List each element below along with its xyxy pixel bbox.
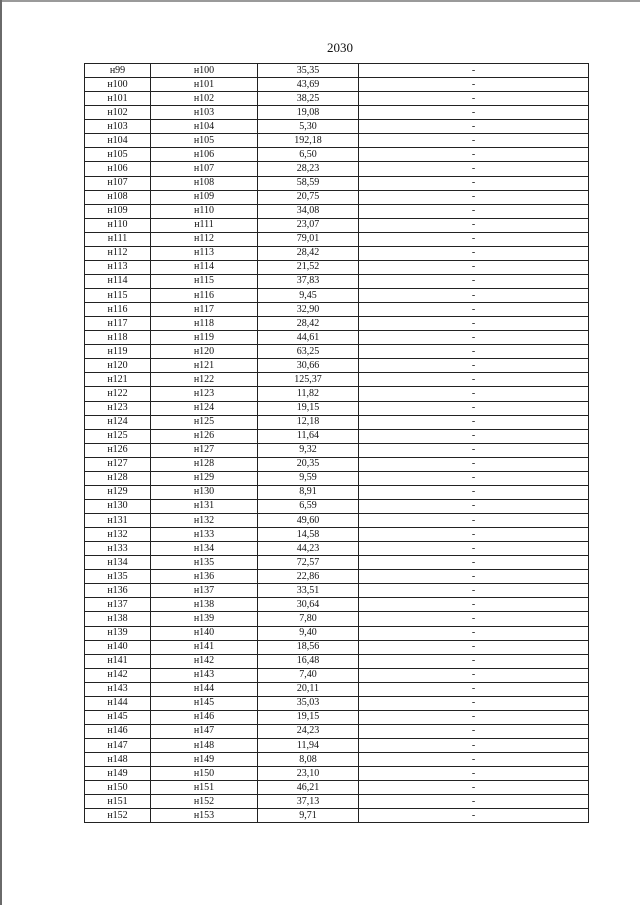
cell-point-to: н145	[151, 696, 258, 710]
cell-note: -	[359, 710, 589, 724]
cell-note: -	[359, 289, 589, 303]
cell-point-to: н119	[151, 331, 258, 345]
cell-point-from: н141	[85, 654, 151, 668]
cell-note: -	[359, 274, 589, 288]
table-row	[85, 429, 589, 443]
table-row	[85, 401, 589, 415]
table-row	[85, 92, 589, 106]
cell-point-from: н120	[85, 359, 151, 373]
cell-point-from: н100	[85, 78, 151, 92]
table-row	[85, 78, 589, 92]
cell-point-to: н135	[151, 556, 258, 570]
table-row	[85, 795, 589, 809]
cell-point-from: н143	[85, 682, 151, 696]
table-row	[85, 415, 589, 429]
table-row	[85, 612, 589, 626]
cell-note: -	[359, 499, 589, 513]
cell-point-to: н124	[151, 401, 258, 415]
cell-length: 37,13	[258, 795, 359, 809]
cell-note: -	[359, 753, 589, 767]
cell-point-to: н141	[151, 640, 258, 654]
table-body	[85, 64, 589, 823]
cell-length: 16,48	[258, 654, 359, 668]
cell-point-to: н149	[151, 753, 258, 767]
table-row	[85, 359, 589, 373]
table-row	[85, 120, 589, 134]
cell-length: 9,59	[258, 471, 359, 485]
table-row	[85, 542, 589, 556]
page-number: 2030	[327, 40, 353, 55]
cell-length: 44,61	[258, 331, 359, 345]
table-row	[85, 654, 589, 668]
cell-note: -	[359, 640, 589, 654]
cell-note: -	[359, 598, 589, 612]
cell-point-from: н101	[85, 92, 151, 106]
cell-point-from: н152	[85, 809, 151, 823]
cell-note: -	[359, 345, 589, 359]
cell-length: 6,50	[258, 148, 359, 162]
cell-length: 49,60	[258, 514, 359, 528]
cell-point-from: н133	[85, 542, 151, 556]
cell-note: -	[359, 387, 589, 401]
table-row	[85, 626, 589, 640]
cell-note: -	[359, 106, 589, 120]
table-row	[85, 556, 589, 570]
cell-point-from: н144	[85, 696, 151, 710]
cell-length: 30,66	[258, 359, 359, 373]
cell-point-to: н147	[151, 724, 258, 738]
table-row	[85, 584, 589, 598]
cell-point-from: н132	[85, 528, 151, 542]
cell-point-from: н108	[85, 190, 151, 204]
cell-point-to: н129	[151, 471, 258, 485]
cell-length: 28,23	[258, 162, 359, 176]
cell-length: 19,15	[258, 710, 359, 724]
cell-point-from: н113	[85, 260, 151, 274]
cell-point-to: н125	[151, 415, 258, 429]
cell-point-to: н118	[151, 317, 258, 331]
cell-point-to: н107	[151, 162, 258, 176]
cell-point-from: н137	[85, 598, 151, 612]
cell-length: 8,91	[258, 485, 359, 499]
table-row	[85, 640, 589, 654]
cell-point-from: н117	[85, 317, 151, 331]
cell-point-to: н133	[151, 528, 258, 542]
cell-note: -	[359, 514, 589, 528]
cell-note: -	[359, 176, 589, 190]
cell-length: 5,30	[258, 120, 359, 134]
cell-note: -	[359, 739, 589, 753]
cell-length: 19,08	[258, 106, 359, 120]
table-row	[85, 218, 589, 232]
cell-length: 20,75	[258, 190, 359, 204]
cell-length: 34,08	[258, 204, 359, 218]
cell-point-to: н132	[151, 514, 258, 528]
cell-point-from: н149	[85, 767, 151, 781]
cell-length: 79,01	[258, 232, 359, 246]
cell-note: -	[359, 148, 589, 162]
cell-point-to: н114	[151, 260, 258, 274]
table-row	[85, 528, 589, 542]
cell-length: 72,57	[258, 556, 359, 570]
cell-point-to: н113	[151, 246, 258, 260]
table-row	[85, 303, 589, 317]
cell-length: 11,94	[258, 739, 359, 753]
cell-note: -	[359, 303, 589, 317]
cell-length: 14,58	[258, 528, 359, 542]
cell-point-from: н115	[85, 289, 151, 303]
cell-point-from: н107	[85, 176, 151, 190]
table-row	[85, 485, 589, 499]
cell-note: -	[359, 373, 589, 387]
cell-point-to: н136	[151, 570, 258, 584]
table-row	[85, 781, 589, 795]
table-row	[85, 317, 589, 331]
cell-point-to: н142	[151, 654, 258, 668]
cell-point-from: н145	[85, 710, 151, 724]
cell-point-from: н138	[85, 612, 151, 626]
cell-length: 46,21	[258, 781, 359, 795]
cell-note: -	[359, 64, 589, 78]
cell-length: 21,52	[258, 260, 359, 274]
cell-note: -	[359, 443, 589, 457]
cell-point-from: н99	[85, 64, 151, 78]
table-row	[85, 457, 589, 471]
cell-length: 20,35	[258, 457, 359, 471]
cell-length: 37,83	[258, 274, 359, 288]
cell-point-to: н102	[151, 92, 258, 106]
table-row	[85, 696, 589, 710]
cell-point-from: н128	[85, 471, 151, 485]
cell-note: -	[359, 190, 589, 204]
table-row	[85, 289, 589, 303]
cell-point-to: н153	[151, 809, 258, 823]
cell-note: -	[359, 668, 589, 682]
cell-point-from: н150	[85, 781, 151, 795]
cell-point-to: н112	[151, 232, 258, 246]
table-row	[85, 345, 589, 359]
cell-point-from: н151	[85, 795, 151, 809]
cell-length: 18,56	[258, 640, 359, 654]
cell-point-to: н140	[151, 626, 258, 640]
cell-length: 9,45	[258, 289, 359, 303]
table-row	[85, 668, 589, 682]
cell-length: 24,23	[258, 724, 359, 738]
cell-point-to: н126	[151, 429, 258, 443]
cell-length: 12,18	[258, 415, 359, 429]
cell-length: 38,25	[258, 92, 359, 106]
table-row	[85, 767, 589, 781]
cell-point-to: н146	[151, 710, 258, 724]
cell-length: 23,10	[258, 767, 359, 781]
cell-length: 22,86	[258, 570, 359, 584]
table-row	[85, 724, 589, 738]
cell-point-from: н131	[85, 514, 151, 528]
cell-length: 30,64	[258, 598, 359, 612]
cell-point-from: н116	[85, 303, 151, 317]
cell-note: -	[359, 134, 589, 148]
cell-point-to: н101	[151, 78, 258, 92]
table-row	[85, 373, 589, 387]
cell-point-from: н139	[85, 626, 151, 640]
cell-point-to: н150	[151, 767, 258, 781]
cell-point-to: н139	[151, 612, 258, 626]
cell-point-to: н106	[151, 148, 258, 162]
table-row	[85, 331, 589, 345]
cell-point-from: н104	[85, 134, 151, 148]
cell-point-to: н151	[151, 781, 258, 795]
table-row	[85, 134, 589, 148]
cell-point-to: н144	[151, 682, 258, 696]
cell-length: 6,59	[258, 499, 359, 513]
cell-note: -	[359, 528, 589, 542]
cell-point-to: н143	[151, 668, 258, 682]
cell-point-from: н125	[85, 429, 151, 443]
cell-length: 9,40	[258, 626, 359, 640]
cell-length: 7,40	[258, 668, 359, 682]
table-row	[85, 106, 589, 120]
table-row	[85, 471, 589, 485]
cell-note: -	[359, 485, 589, 499]
cell-point-from: н126	[85, 443, 151, 457]
cell-point-to: н110	[151, 204, 258, 218]
cell-point-to: н104	[151, 120, 258, 134]
cell-point-from: н112	[85, 246, 151, 260]
cell-note: -	[359, 542, 589, 556]
cell-note: -	[359, 767, 589, 781]
table-row	[85, 499, 589, 513]
cell-point-to: н100	[151, 64, 258, 78]
cell-length: 63,25	[258, 345, 359, 359]
table-row	[85, 260, 589, 274]
cell-note: -	[359, 162, 589, 176]
cell-point-to: н122	[151, 373, 258, 387]
cell-length: 192,18	[258, 134, 359, 148]
cell-note: -	[359, 724, 589, 738]
cell-length: 19,15	[258, 401, 359, 415]
cell-length: 28,42	[258, 246, 359, 260]
cell-point-to: н120	[151, 345, 258, 359]
cell-point-to: н137	[151, 584, 258, 598]
cell-note: -	[359, 204, 589, 218]
cell-point-to: н117	[151, 303, 258, 317]
cell-length: 11,64	[258, 429, 359, 443]
cell-note: -	[359, 626, 589, 640]
cell-point-from: н129	[85, 485, 151, 499]
table-row	[85, 514, 589, 528]
cell-length: 7,80	[258, 612, 359, 626]
cell-length: 28,42	[258, 317, 359, 331]
cell-note: -	[359, 331, 589, 345]
cell-point-from: н119	[85, 345, 151, 359]
table-row	[85, 64, 589, 78]
cell-point-to: н152	[151, 795, 258, 809]
cell-point-from: н106	[85, 162, 151, 176]
cell-point-to: н123	[151, 387, 258, 401]
table-row	[85, 148, 589, 162]
scan-top-edge	[0, 0, 640, 2]
cell-point-to: н128	[151, 457, 258, 471]
cell-note: -	[359, 232, 589, 246]
cell-point-from: н124	[85, 415, 151, 429]
table-row	[85, 753, 589, 767]
table-row	[85, 682, 589, 696]
cell-note: -	[359, 78, 589, 92]
cell-point-from: н109	[85, 204, 151, 218]
cell-note: -	[359, 120, 589, 134]
cell-point-from: н140	[85, 640, 151, 654]
cell-point-from: н142	[85, 668, 151, 682]
cell-note: -	[359, 612, 589, 626]
table-row	[85, 809, 589, 823]
cell-point-from: н110	[85, 218, 151, 232]
cell-point-from: н127	[85, 457, 151, 471]
scan-left-edge	[0, 0, 2, 905]
cell-note: -	[359, 809, 589, 823]
cell-note: -	[359, 795, 589, 809]
cell-point-to: н134	[151, 542, 258, 556]
cell-point-from: н123	[85, 401, 151, 415]
cell-length: 58,59	[258, 176, 359, 190]
cell-point-from: н134	[85, 556, 151, 570]
cell-point-to: н148	[151, 739, 258, 753]
cell-point-from: н146	[85, 724, 151, 738]
cell-note: -	[359, 359, 589, 373]
cell-length: 11,82	[258, 387, 359, 401]
cell-length: 9,32	[258, 443, 359, 457]
table-row	[85, 190, 589, 204]
cell-note: -	[359, 218, 589, 232]
cell-length: 9,71	[258, 809, 359, 823]
cell-point-to: н121	[151, 359, 258, 373]
cell-note: -	[359, 401, 589, 415]
table-row	[85, 710, 589, 724]
cell-point-from: н135	[85, 570, 151, 584]
cell-point-to: н127	[151, 443, 258, 457]
cell-note: -	[359, 260, 589, 274]
cell-point-from: н122	[85, 387, 151, 401]
cell-point-to: н131	[151, 499, 258, 513]
cell-point-to: н116	[151, 289, 258, 303]
cell-note: -	[359, 429, 589, 443]
cell-point-from: н118	[85, 331, 151, 345]
cell-point-to: н111	[151, 218, 258, 232]
cell-point-to: н105	[151, 134, 258, 148]
cell-point-from: н114	[85, 274, 151, 288]
cell-length: 23,07	[258, 218, 359, 232]
cell-note: -	[359, 317, 589, 331]
cell-note: -	[359, 457, 589, 471]
table-row	[85, 162, 589, 176]
cell-length: 35,35	[258, 64, 359, 78]
cell-point-from: н121	[85, 373, 151, 387]
cell-length: 43,69	[258, 78, 359, 92]
cell-length: 32,90	[258, 303, 359, 317]
table-row	[85, 176, 589, 190]
cell-point-from: н136	[85, 584, 151, 598]
cell-length: 35,03	[258, 696, 359, 710]
cell-note: -	[359, 696, 589, 710]
cell-note: -	[359, 246, 589, 260]
cell-point-from: н148	[85, 753, 151, 767]
cell-note: -	[359, 781, 589, 795]
table-row	[85, 204, 589, 218]
table-row	[85, 570, 589, 584]
table-row	[85, 443, 589, 457]
cell-point-to: н115	[151, 274, 258, 288]
table-row	[85, 274, 589, 288]
cell-point-from: н103	[85, 120, 151, 134]
cell-point-to: н109	[151, 190, 258, 204]
cell-point-to: н103	[151, 106, 258, 120]
cell-note: -	[359, 415, 589, 429]
cell-length: 125,37	[258, 373, 359, 387]
table-row	[85, 598, 589, 612]
table-row	[85, 387, 589, 401]
cell-point-to: н138	[151, 598, 258, 612]
cell-point-from: н147	[85, 739, 151, 753]
cell-length: 8,08	[258, 753, 359, 767]
cell-point-from: н130	[85, 499, 151, 513]
cell-note: -	[359, 584, 589, 598]
cell-point-from: н105	[85, 148, 151, 162]
cell-length: 44,23	[258, 542, 359, 556]
cell-note: -	[359, 654, 589, 668]
cell-length: 20,11	[258, 682, 359, 696]
cell-length: 33,51	[258, 584, 359, 598]
boundary-points-table	[84, 63, 589, 823]
cell-note: -	[359, 682, 589, 696]
cell-point-to: н108	[151, 176, 258, 190]
cell-note: -	[359, 570, 589, 584]
cell-note: -	[359, 92, 589, 106]
cell-note: -	[359, 556, 589, 570]
cell-point-to: н130	[151, 485, 258, 499]
table-row	[85, 232, 589, 246]
table-row	[85, 739, 589, 753]
cell-point-from: н102	[85, 106, 151, 120]
cell-point-from: н111	[85, 232, 151, 246]
table-row	[85, 246, 589, 260]
cell-note: -	[359, 471, 589, 485]
